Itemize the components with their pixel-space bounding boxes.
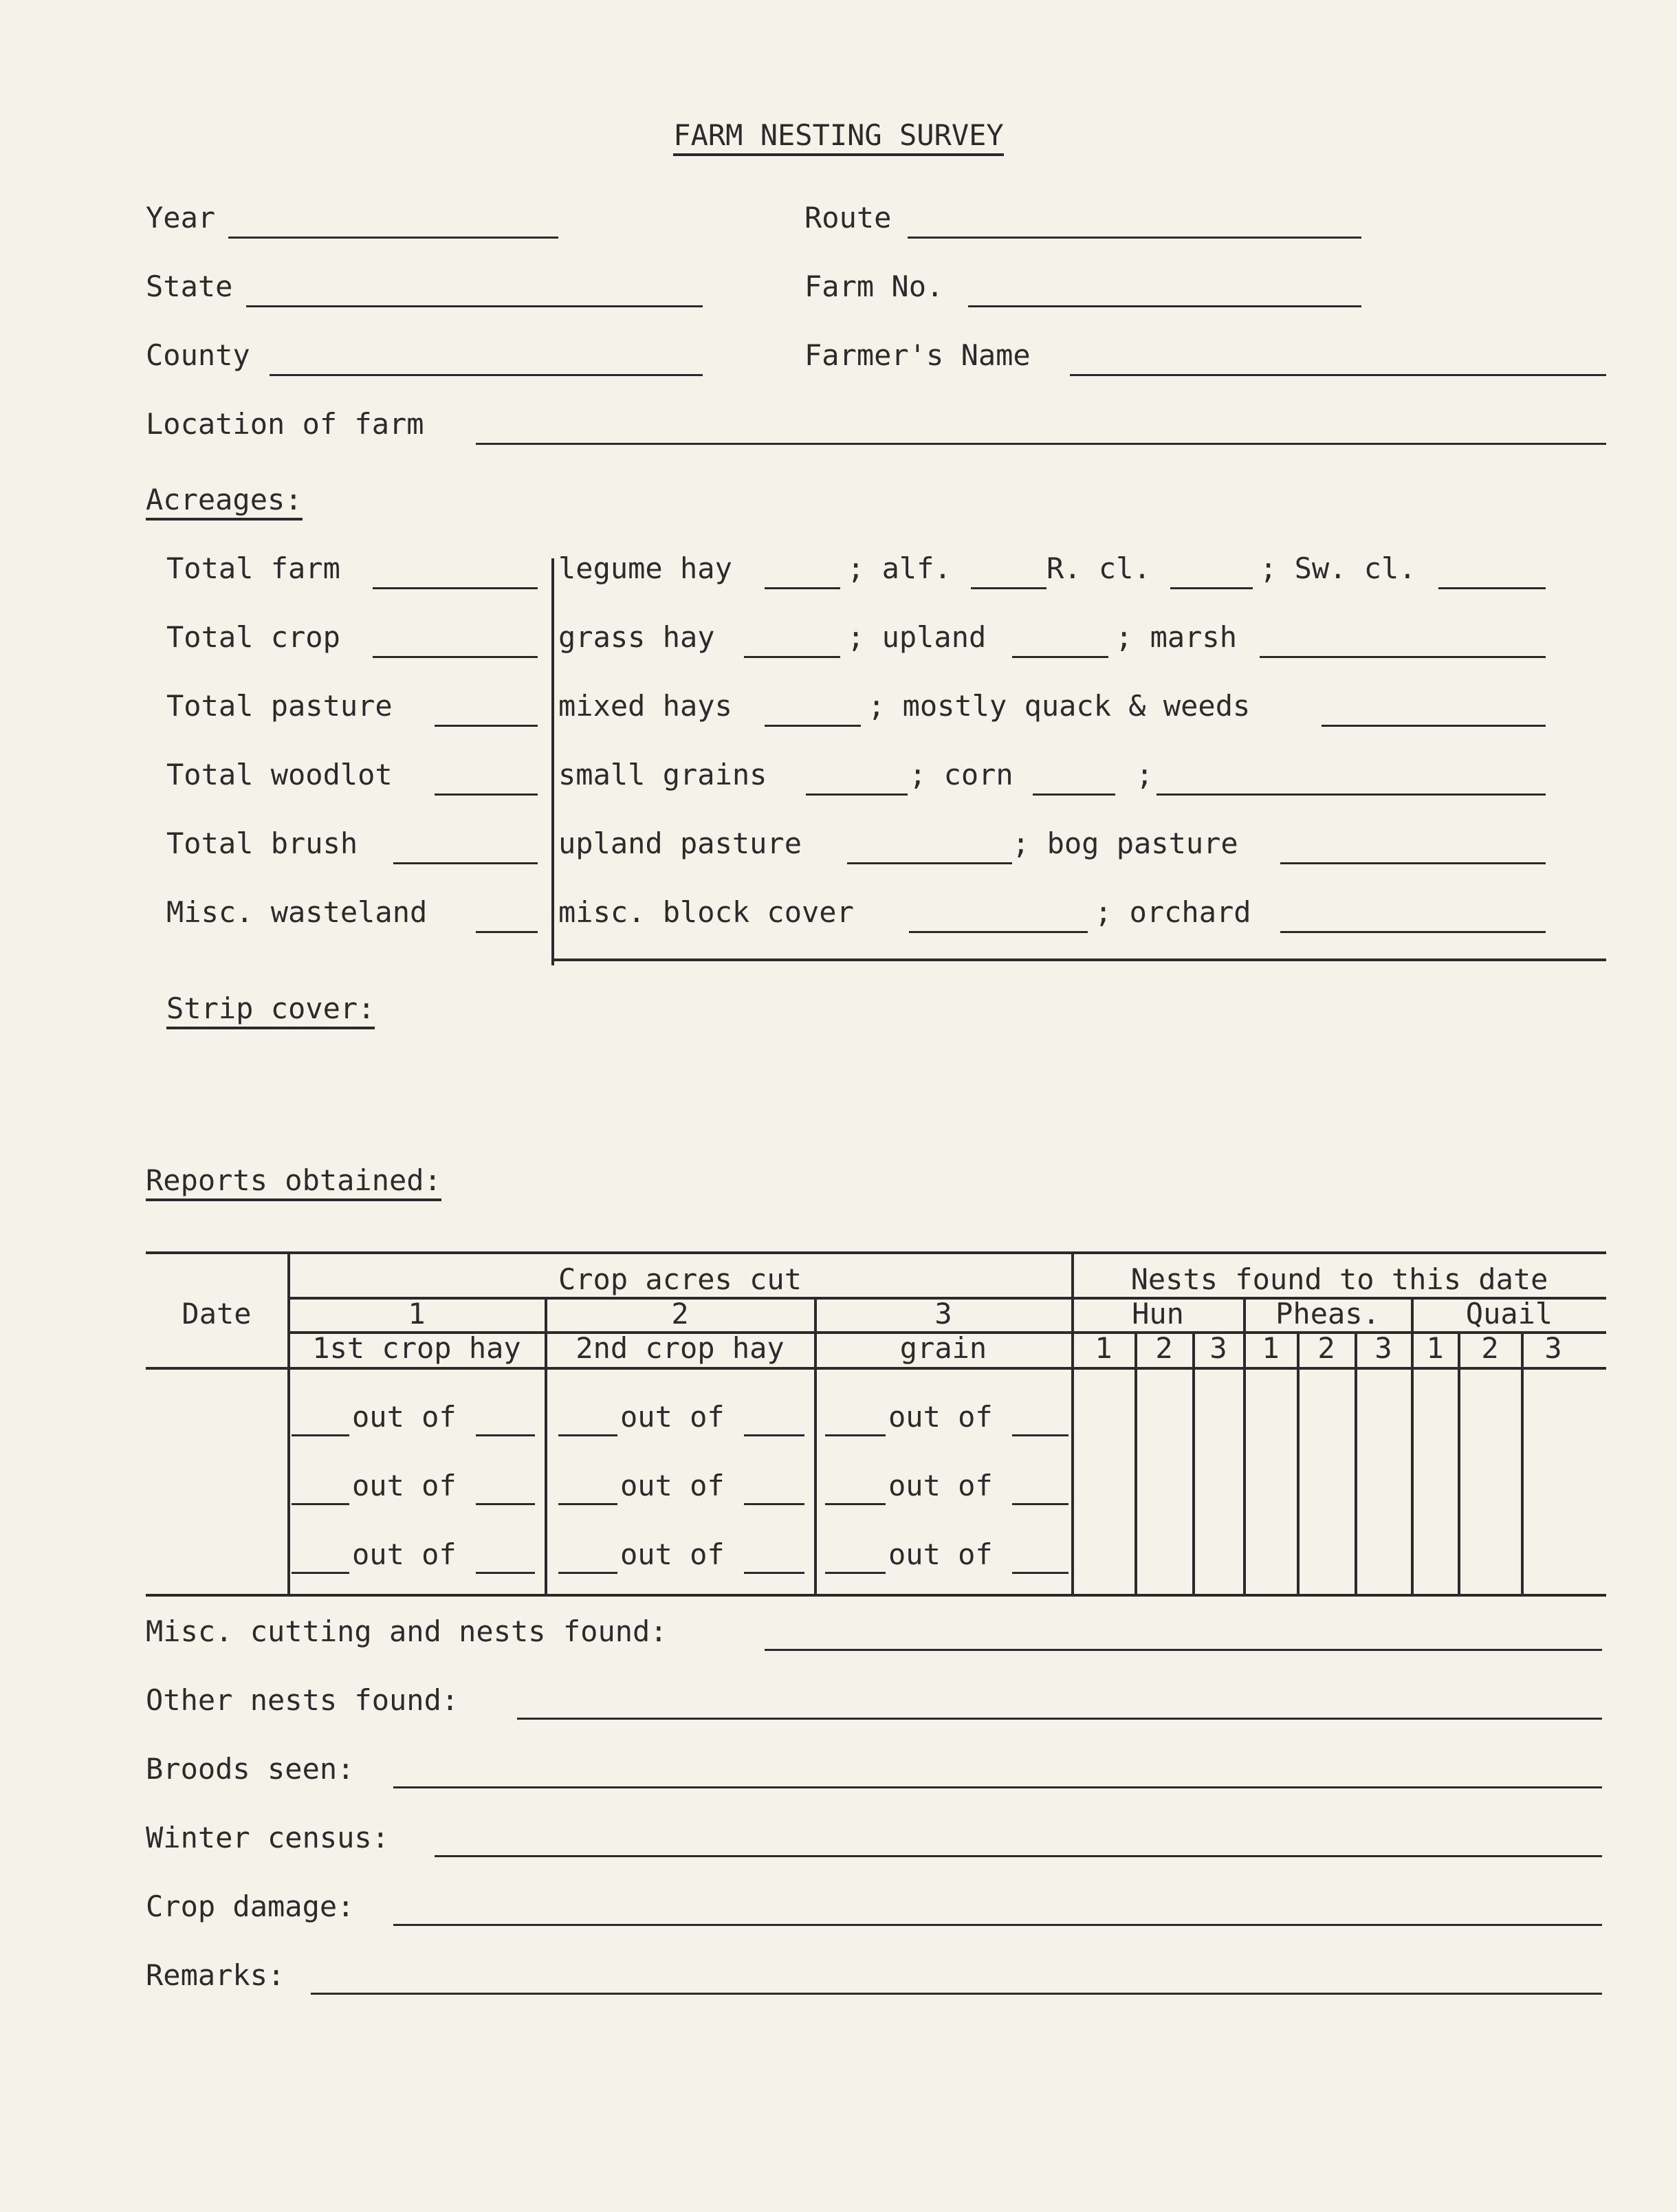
total-blank[interactable] bbox=[744, 1503, 804, 1505]
legume-hay-label: legume hay bbox=[558, 551, 732, 585]
other-crop-field[interactable] bbox=[1157, 793, 1546, 796]
misc-cutting-field[interactable] bbox=[765, 1649, 1602, 1651]
species-pheas: Pheas. bbox=[1275, 1297, 1380, 1331]
small-grains-label: small grains bbox=[558, 758, 767, 791]
quail-sub-2: 2 bbox=[1481, 1331, 1499, 1365]
table-col-divider bbox=[1355, 1334, 1357, 1595]
crop-label-3: grain bbox=[899, 1331, 987, 1365]
cut-blank[interactable] bbox=[558, 1434, 617, 1436]
out-of-label: out of bbox=[352, 1469, 457, 1502]
upland-field[interactable] bbox=[1012, 656, 1108, 658]
acreage-divider bbox=[551, 558, 554, 965]
crop-number-1: 1 bbox=[408, 1297, 426, 1331]
total-woodlot-label: Total woodlot bbox=[166, 758, 393, 791]
alf-label: ; alf. bbox=[847, 551, 952, 585]
broods-label: Broods seen: bbox=[146, 1752, 355, 1786]
block-cover-field[interactable] bbox=[909, 931, 1088, 933]
quail-sub-3: 3 bbox=[1544, 1331, 1562, 1365]
crop-damage-label: Crop damage: bbox=[146, 1890, 355, 1923]
location-field[interactable] bbox=[476, 443, 1606, 445]
acreage-bottom-rule bbox=[551, 959, 1606, 961]
orchard-field[interactable] bbox=[1280, 931, 1546, 933]
grass-hay-label: grass hay bbox=[558, 620, 715, 654]
crop-damage-field[interactable] bbox=[393, 1924, 1602, 1926]
cut-blank[interactable] bbox=[558, 1572, 617, 1574]
total-blank[interactable] bbox=[476, 1503, 535, 1505]
date-header: Date bbox=[182, 1297, 252, 1331]
corn-label: ; corn bbox=[909, 758, 1013, 791]
total-blank[interactable] bbox=[1012, 1572, 1068, 1574]
out-of-label: out of bbox=[888, 1537, 993, 1571]
farmers-name-label: Farmer's Name bbox=[804, 338, 1031, 372]
total-crop-label: Total crop bbox=[166, 620, 340, 654]
marsh-label: ; marsh bbox=[1115, 620, 1238, 654]
winter-census-label: Winter census: bbox=[146, 1821, 390, 1854]
mixed-hays-label: mixed hays bbox=[558, 689, 732, 723]
alf-field[interactable] bbox=[971, 587, 1046, 589]
species-quail: Quail bbox=[1465, 1297, 1553, 1331]
route-label: Route bbox=[804, 201, 892, 234]
cut-blank[interactable] bbox=[292, 1434, 349, 1436]
total-blank[interactable] bbox=[476, 1434, 535, 1436]
crop-label-2: 2nd crop hay bbox=[576, 1331, 785, 1365]
table-top-rule bbox=[146, 1251, 1606, 1254]
upland-pasture-field[interactable] bbox=[847, 862, 1012, 864]
red-clover-label: R. cl. bbox=[1046, 551, 1151, 585]
location-label: Location of farm bbox=[146, 407, 424, 441]
table-col-divider bbox=[1521, 1334, 1524, 1595]
cut-blank[interactable] bbox=[825, 1503, 886, 1505]
crop-label-1: 1st crop hay bbox=[312, 1331, 521, 1365]
out-of-label: out of bbox=[888, 1469, 993, 1502]
sweet-clover-label: ; Sw. cl. bbox=[1260, 551, 1416, 585]
winter-census-field[interactable] bbox=[435, 1855, 1602, 1857]
county-field[interactable] bbox=[270, 374, 703, 376]
grass-hay-field[interactable] bbox=[744, 656, 840, 658]
route-field[interactable] bbox=[908, 237, 1361, 239]
orchard-label: ; orchard bbox=[1095, 895, 1251, 929]
hun-sub-1: 1 bbox=[1095, 1331, 1112, 1365]
corn-field[interactable] bbox=[1033, 793, 1115, 796]
total-blank[interactable] bbox=[1012, 1434, 1068, 1436]
farm-no-field[interactable] bbox=[968, 305, 1361, 307]
cut-blank[interactable] bbox=[292, 1572, 349, 1574]
small-grains-field[interactable] bbox=[806, 793, 908, 796]
crop-number-3: 3 bbox=[934, 1297, 952, 1331]
total-brush-label: Total brush bbox=[166, 826, 358, 860]
quack-weeds-label: ; mostly quack & weeds bbox=[868, 689, 1251, 723]
table-col-divider bbox=[1458, 1334, 1460, 1595]
species-hun: Hun bbox=[1132, 1297, 1184, 1331]
hun-sub-2: 2 bbox=[1155, 1331, 1173, 1365]
year-label: Year bbox=[146, 201, 216, 234]
pheas-sub-3: 3 bbox=[1374, 1331, 1392, 1365]
total-farm-label: Total farm bbox=[166, 551, 340, 585]
form-title: FARM NESTING SURVEY bbox=[0, 118, 1677, 153]
misc-wasteland-label: Misc. wasteland bbox=[166, 895, 428, 929]
strip-cover-heading: Strip cover: bbox=[166, 992, 375, 1026]
table-col-divider bbox=[1297, 1334, 1300, 1595]
other-crop-label: ; bbox=[1136, 758, 1154, 791]
out-of-label: out of bbox=[620, 1537, 725, 1571]
remarks-label: Remarks: bbox=[146, 1958, 285, 1992]
quail-sub-1: 1 bbox=[1426, 1331, 1444, 1365]
total-pasture-label: Total pasture bbox=[166, 689, 393, 723]
cut-blank[interactable] bbox=[825, 1434, 886, 1436]
bog-pasture-label: ; bog pasture bbox=[1012, 826, 1238, 860]
out-of-label: out of bbox=[352, 1537, 457, 1571]
out-of-label: out of bbox=[352, 1400, 457, 1434]
state-label: State bbox=[146, 270, 233, 303]
total-blank[interactable] bbox=[1012, 1503, 1068, 1505]
total-pasture-field[interactable] bbox=[435, 725, 538, 727]
state-field[interactable] bbox=[246, 305, 703, 307]
upland-pasture-label: upland pasture bbox=[558, 826, 802, 860]
crop-acres-cut-header: Crop acres cut bbox=[558, 1262, 802, 1296]
pheas-sub-2: 2 bbox=[1317, 1331, 1335, 1365]
other-nests-field[interactable] bbox=[517, 1718, 1602, 1720]
block-cover-label: misc. block cover bbox=[558, 895, 854, 929]
total-blank[interactable] bbox=[476, 1572, 535, 1574]
red-clover-field[interactable] bbox=[1170, 587, 1253, 589]
table-header-rule-3 bbox=[146, 1367, 1606, 1370]
total-blank[interactable] bbox=[744, 1434, 804, 1436]
total-woodlot-field[interactable] bbox=[435, 793, 538, 796]
mixed-hays-field[interactable] bbox=[765, 725, 861, 727]
upland-label: ; upland bbox=[847, 620, 987, 654]
remarks-field[interactable] bbox=[311, 1993, 1602, 1995]
marsh-field[interactable] bbox=[1260, 656, 1546, 658]
cut-blank[interactable] bbox=[292, 1503, 349, 1505]
total-crop-field[interactable] bbox=[373, 656, 538, 658]
acreages-heading: Acreages: bbox=[146, 483, 303, 517]
year-field[interactable] bbox=[228, 237, 558, 239]
total-brush-field[interactable] bbox=[393, 862, 538, 864]
nests-found-header: Nests found to this date bbox=[1130, 1262, 1548, 1296]
other-nests-label: Other nests found: bbox=[146, 1683, 459, 1717]
total-blank[interactable] bbox=[744, 1572, 804, 1574]
pheas-sub-1: 1 bbox=[1262, 1331, 1280, 1365]
total-farm-field[interactable] bbox=[373, 587, 538, 589]
cut-blank[interactable] bbox=[825, 1572, 886, 1574]
farm-no-label: Farm No. bbox=[804, 270, 944, 303]
sweet-clover-field[interactable] bbox=[1438, 587, 1546, 589]
county-label: County bbox=[146, 338, 250, 372]
reports-obtained-heading: Reports obtained: bbox=[146, 1163, 441, 1198]
crop-number-2: 2 bbox=[671, 1297, 689, 1331]
hun-sub-3: 3 bbox=[1209, 1331, 1227, 1365]
misc-cutting-label: Misc. cutting and nests found: bbox=[146, 1614, 668, 1648]
table-col-divider bbox=[1135, 1334, 1137, 1595]
farmers-name-field[interactable] bbox=[1070, 374, 1606, 376]
cut-blank[interactable] bbox=[558, 1503, 617, 1505]
out-of-label: out of bbox=[888, 1400, 993, 1434]
out-of-label: out of bbox=[620, 1469, 725, 1502]
legume-hay-field[interactable] bbox=[765, 587, 840, 589]
broods-field[interactable] bbox=[393, 1786, 1602, 1788]
misc-wasteland-field[interactable] bbox=[476, 931, 538, 933]
bog-pasture-field[interactable] bbox=[1280, 862, 1546, 864]
table-bottom-rule bbox=[146, 1594, 1606, 1597]
table-col-divider bbox=[1192, 1334, 1195, 1595]
quack-weeds-field[interactable] bbox=[1322, 725, 1546, 727]
out-of-label: out of bbox=[620, 1400, 725, 1434]
